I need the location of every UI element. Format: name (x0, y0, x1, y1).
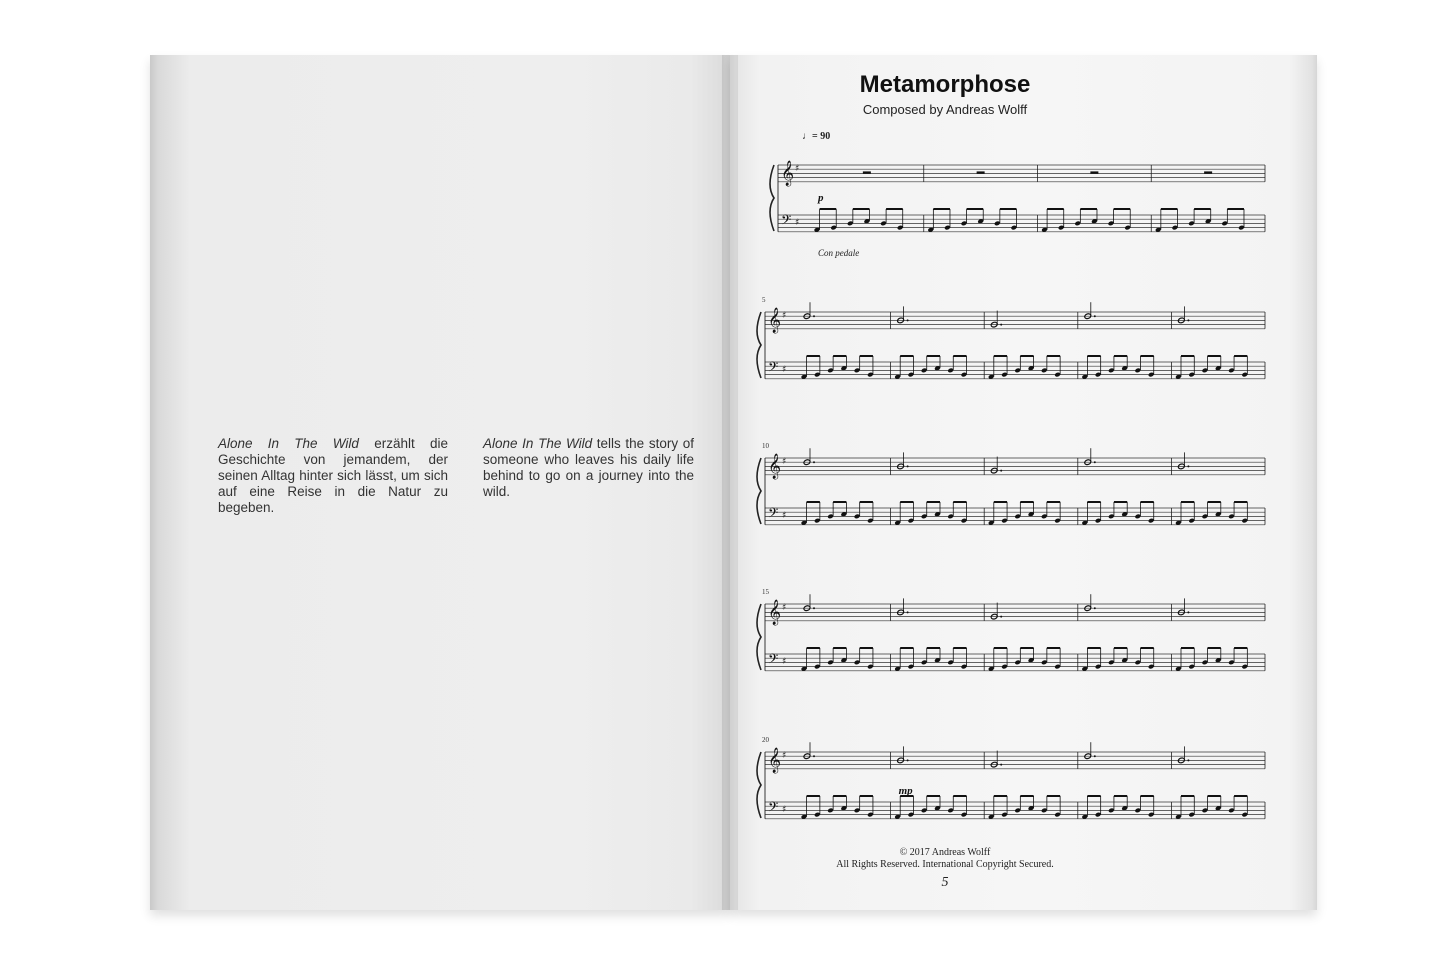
brace (757, 312, 761, 378)
bass-clef: 𝄢 (768, 651, 779, 670)
key-signature-sharp: ♯ (782, 805, 787, 815)
treble-clef: 𝄞 (768, 748, 782, 773)
bass-clef: 𝄢 (768, 799, 779, 818)
page-number: 5 (941, 875, 949, 890)
treble-clef: 𝄞 (768, 308, 782, 333)
augmentation-dot (1094, 755, 1096, 757)
augmentation-dot (813, 315, 815, 317)
augmentation-dot (1000, 616, 1002, 618)
pedal-marking: Con pedale (818, 248, 860, 258)
brace (757, 604, 761, 670)
brace (757, 752, 761, 818)
dynamic-piano: p (818, 192, 824, 204)
measure-number: 10 (762, 442, 769, 450)
augmentation-dot (1094, 315, 1096, 317)
augmentation-dot (1094, 461, 1096, 463)
key-signature-sharp: ♯ (782, 457, 787, 467)
augmentation-dot (1187, 759, 1189, 761)
english-body-text: tells the story of someone who leaves his daily life behind to go on a journey into the wild. (483, 436, 694, 499)
brace (770, 165, 774, 231)
key-signature-sharp: ♯ (782, 311, 787, 321)
augmentation-dot (907, 759, 909, 761)
treble-clef: 𝄞 (768, 454, 782, 479)
open-book (150, 55, 1317, 910)
key-signature-sharp: ♯ (782, 511, 787, 521)
key-signature-sharp: ♯ (795, 164, 800, 174)
augmentation-dot (813, 461, 815, 463)
augmentation-dot (907, 465, 909, 467)
augmentation-dot (813, 607, 815, 609)
half-rest (863, 171, 871, 174)
key-signature-sharp: ♯ (782, 751, 787, 761)
augmentation-dot (1000, 324, 1002, 326)
half-rest (977, 171, 985, 174)
copyright-line-2: All Rights Reserved. International Copyright Secured. (836, 859, 1054, 870)
measure-number: 5 (762, 296, 766, 304)
treble-clef: 𝄞 (768, 600, 782, 625)
measure-number: 15 (762, 588, 769, 596)
bass-clef: 𝄢 (768, 359, 779, 378)
tempo-marking: ♩= 90 (802, 131, 831, 142)
augmentation-dot (1187, 611, 1189, 613)
bass-clef: 𝄢 (781, 212, 792, 231)
bass-clef: 𝄢 (768, 505, 779, 524)
augmentation-dot (1094, 607, 1096, 609)
augmentation-dot (1187, 319, 1189, 321)
piece-title: Metamorphose (859, 71, 1031, 98)
english-song-title: Alone In The Wild (483, 436, 593, 451)
augmentation-dot (907, 319, 909, 321)
augmentation-dot (813, 755, 815, 757)
key-signature-sharp: ♯ (795, 218, 800, 228)
treble-clef: 𝄞 (781, 161, 795, 186)
dynamic-mezzo-piano: mp (898, 785, 913, 797)
half-rest (1204, 171, 1212, 174)
composer-credit: Composed by Andreas Wolff (862, 102, 1028, 117)
key-signature-sharp: ♯ (782, 657, 787, 667)
augmentation-dot (1000, 764, 1002, 766)
key-signature-sharp: ♯ (782, 365, 787, 375)
key-signature-sharp: ♯ (782, 603, 787, 613)
augmentation-dot (907, 611, 909, 613)
measure-number: 20 (762, 736, 769, 744)
brace (757, 458, 761, 524)
augmentation-dot (1000, 470, 1002, 472)
half-rest (1090, 171, 1098, 174)
german-body-text: erzählt die Geschichte von jemandem, der seinen Alltag hinter sich lässt, um sich auf eine Reise in die Natur zu begeben. (218, 436, 448, 515)
copyright-notice (730, 847, 1160, 871)
copyright-line-1: © 2017 Andreas Wolff (899, 847, 991, 858)
german-song-title: Alone In The Wild (218, 436, 359, 451)
music-score (150, 55, 1317, 910)
augmentation-dot (1187, 465, 1189, 467)
